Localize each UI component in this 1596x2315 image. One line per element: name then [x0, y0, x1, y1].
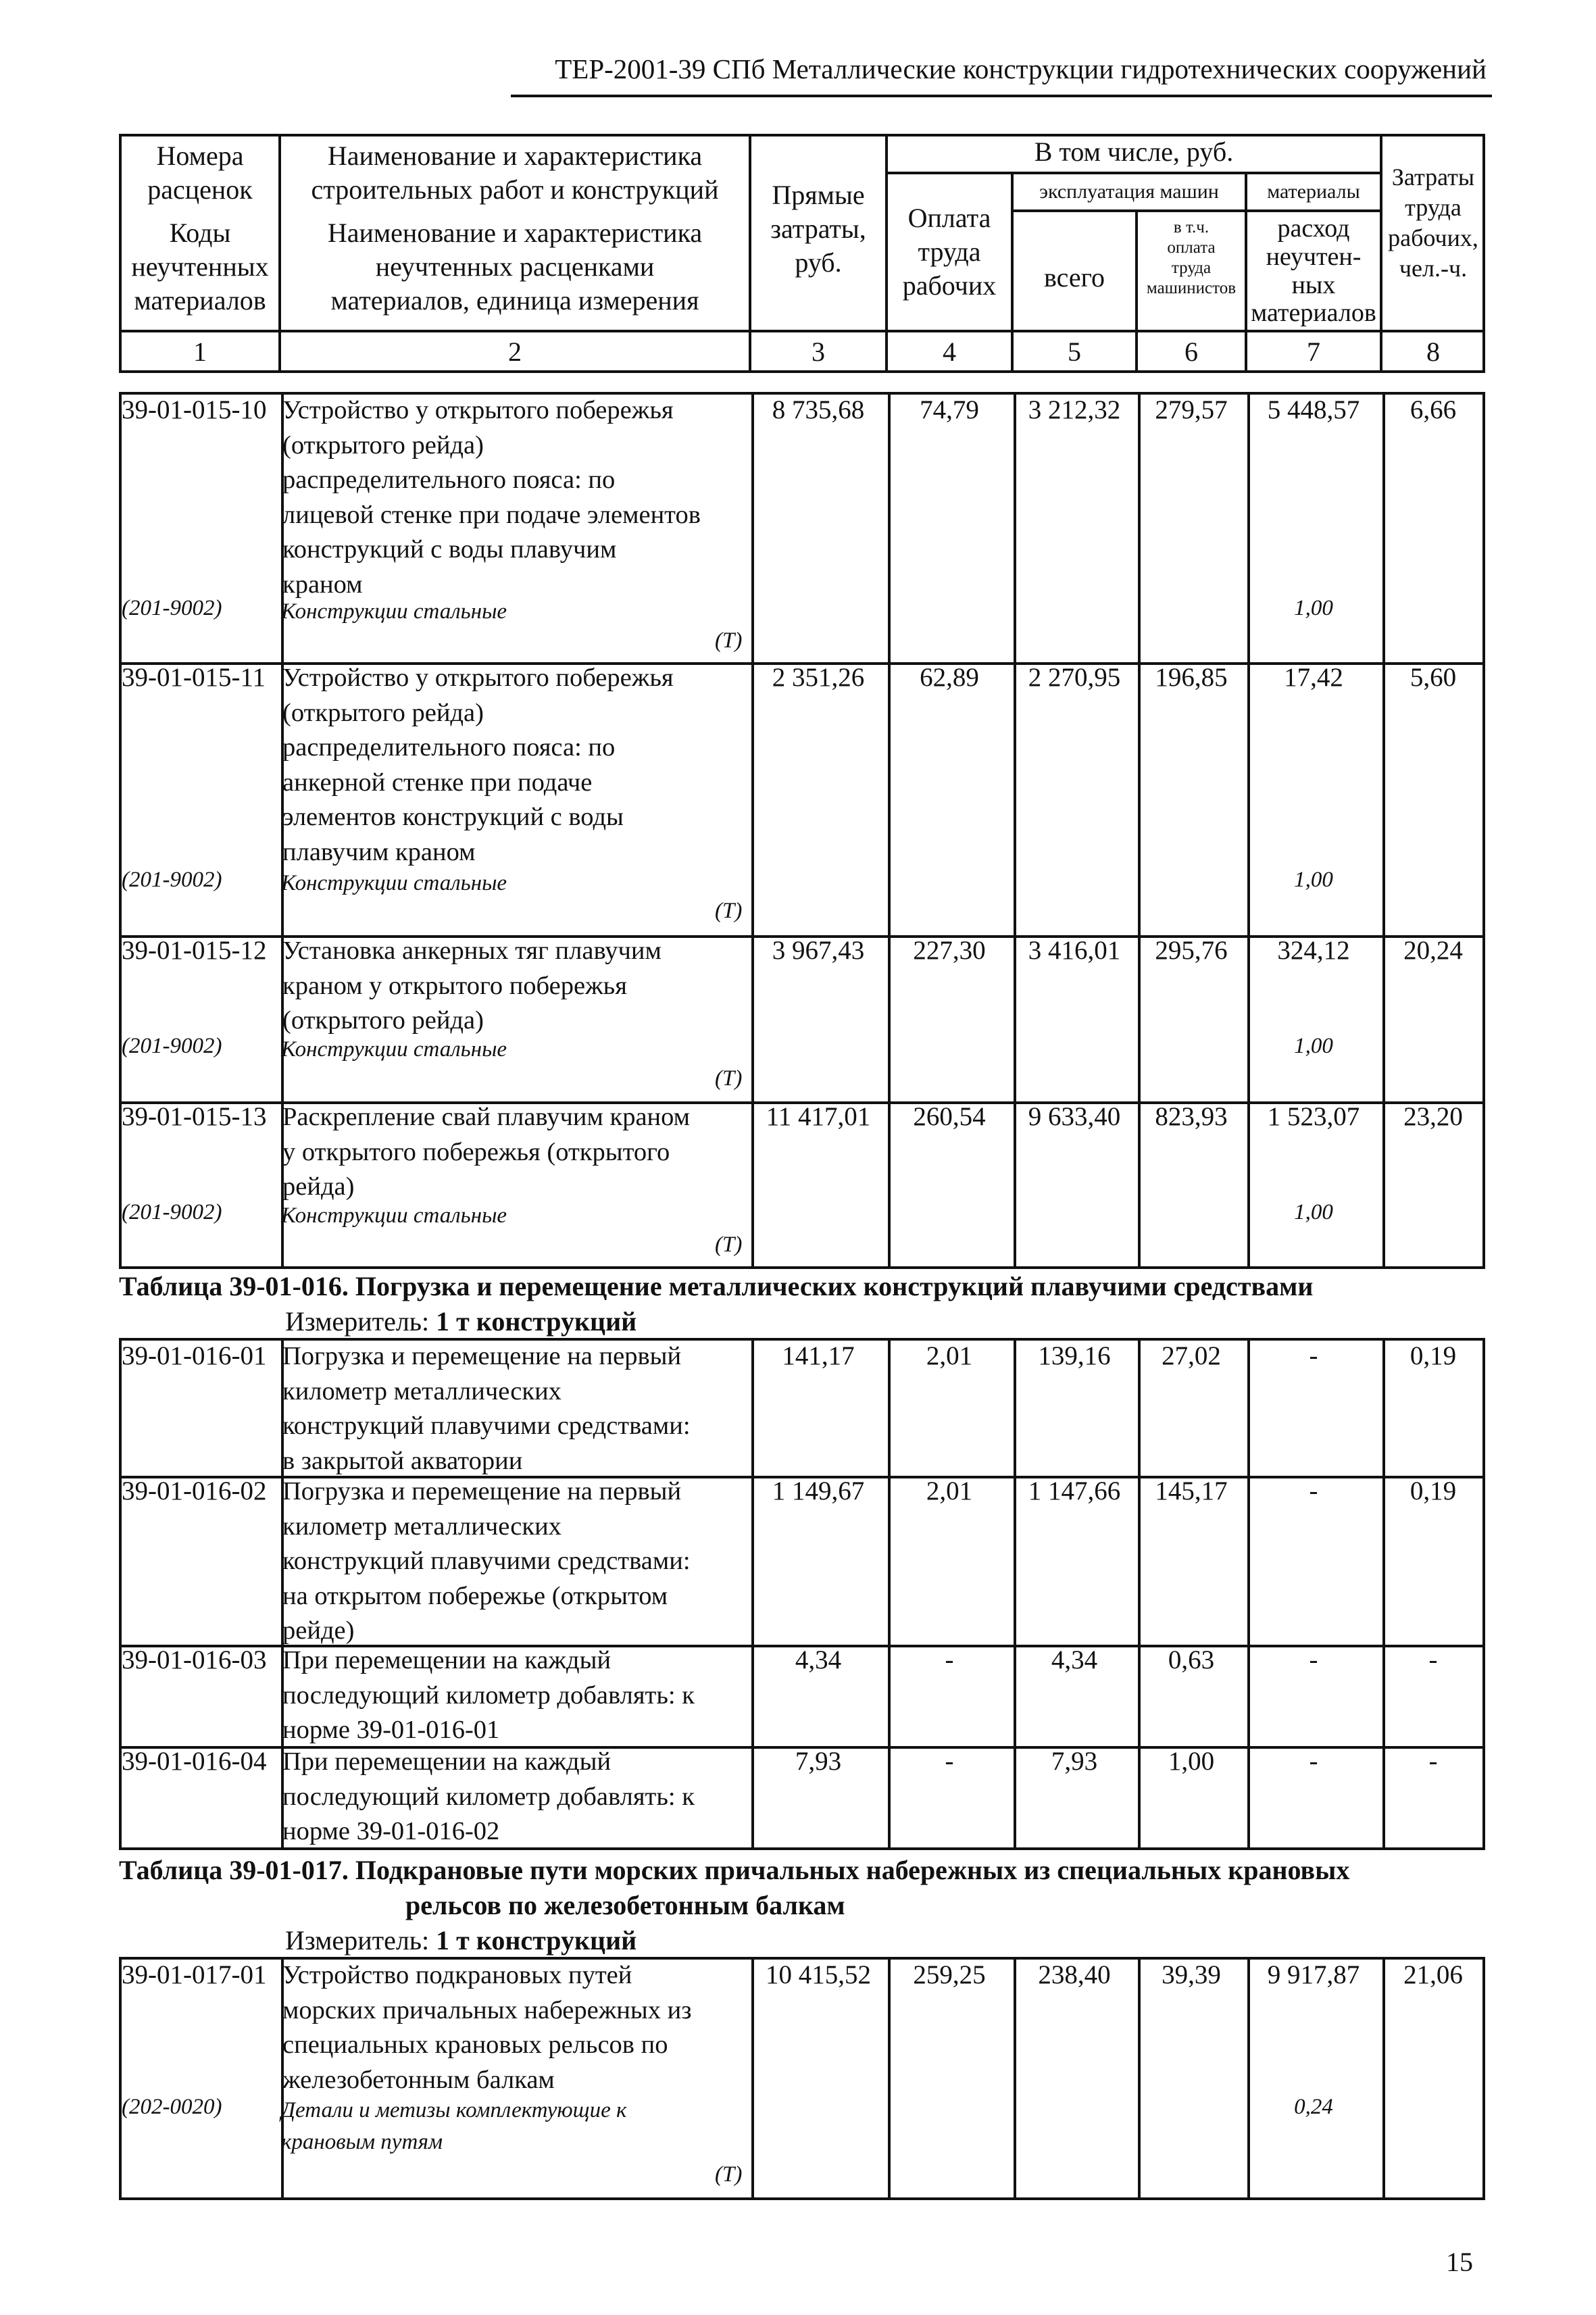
value-cell: -: [1309, 1476, 1318, 1505]
material-name: Конструкции стальные: [281, 1203, 507, 1228]
value-cell: 324,12: [1277, 936, 1350, 965]
header-c4: Оплата труда рабочих: [902, 203, 997, 301]
value-cell: 8 735,68: [772, 395, 865, 424]
col-num: 1: [193, 337, 207, 367]
unit-mark: (Т): [715, 1233, 743, 1257]
measure-value: 1 т конструкций: [436, 1925, 637, 1956]
col-num: 3: [812, 337, 825, 367]
header-divider: [1011, 209, 1381, 212]
col-divider: [1247, 1960, 1250, 2197]
material-code: (201-9002): [122, 868, 222, 892]
value-cell: 1 147,66: [1028, 1476, 1121, 1505]
work-description: При перемещении на каждый последующий километр добавлять: к норме 39-01-016-01: [282, 1646, 695, 1744]
header-c5: всего: [1043, 262, 1105, 293]
value-cell: 3 416,01: [1028, 936, 1121, 965]
work-description: Устройство у открытого побережья (открытого рейда) распределительного пояса: по лицевой стенке при подаче элементов конструкций с воды плавучим краном: [282, 396, 701, 599]
material-name: Конструкции стальные: [281, 1037, 507, 1062]
value-cell: -: [1428, 1645, 1438, 1674]
header-divider: [885, 172, 1381, 174]
material-code: (201-9002): [122, 1200, 222, 1224]
value-cell: 7,93: [795, 1747, 842, 1776]
value-cell: 145,17: [1155, 1476, 1228, 1505]
measure-value: 1 т конструкций: [436, 1306, 637, 1337]
table-017-caption-line1: Таблица 39-01-017. Подкрановые пути морских причальных набережных из специальных крановых: [119, 1855, 1350, 1885]
material-code: (201-9002): [122, 596, 222, 620]
table-016-caption: Таблица 39-01-016. Погрузка и перемещение металлических конструкций плавучими средствами: [119, 1271, 1314, 1301]
value-cell: 21,06: [1403, 1960, 1463, 1989]
header-divider: [119, 330, 1485, 332]
value-cell: 6,66: [1410, 395, 1457, 424]
col-num: 8: [1426, 337, 1440, 367]
value-cell: 279,57: [1155, 395, 1228, 424]
value-cell: 39,39: [1162, 1960, 1221, 1989]
header-c1b: Коды неучтенных материалов: [131, 218, 269, 316]
unit-mark: (Т): [715, 1066, 743, 1091]
material-code: (202-0020): [122, 2095, 222, 2119]
value-cell: 2 270,95: [1028, 663, 1121, 692]
value-cell: 0,63: [1168, 1645, 1215, 1674]
header-c2a: Наименование и характеристика строительных работ и конструкций: [311, 141, 719, 205]
col-num: 7: [1307, 337, 1320, 367]
material-name: Детали и метизы комплектующие к крановым путям: [281, 2098, 627, 2154]
value-cell: 1,00: [1168, 1747, 1215, 1776]
table-017-measure: [285, 1924, 637, 1956]
col-divider: [1138, 1960, 1141, 2197]
material-quantity: 1,00: [1294, 596, 1333, 620]
value-cell: 17,42: [1284, 663, 1343, 692]
material-quantity: 1,00: [1294, 868, 1333, 892]
col-divider: [1014, 395, 1016, 1266]
value-cell: 260,54: [913, 1102, 986, 1131]
value-cell: 2 351,26: [772, 663, 865, 692]
material-code: (201-9002): [122, 1034, 222, 1058]
col-divider: [888, 1960, 891, 2197]
value-cell: 62,89: [920, 663, 979, 692]
header-c3: Прямые затраты, руб.: [770, 180, 866, 278]
rate-code: 39-01-015-11: [122, 663, 266, 692]
value-cell: 7,93: [1051, 1747, 1098, 1776]
unit-mark: (Т): [715, 628, 743, 653]
value-cell: 23,20: [1403, 1102, 1463, 1131]
header-c6: в т.ч. оплата труда машинистов: [1146, 218, 1237, 297]
material-name: Конструкции стальные: [281, 871, 507, 895]
rate-code: 39-01-016-03: [122, 1645, 267, 1674]
value-cell: 11 417,01: [766, 1102, 871, 1131]
col-divider: [888, 395, 891, 1266]
value-cell: 295,76: [1155, 936, 1228, 965]
material-name: Конструкции стальные: [281, 599, 507, 624]
value-cell: 139,16: [1038, 1341, 1111, 1370]
col-num: 6: [1184, 337, 1198, 367]
header-c8: Затраты труда рабочих, чел.-ч.: [1388, 164, 1478, 282]
table-016-measure: [285, 1305, 637, 1337]
table-017-caption-line2: рельсов по железобетонным балкам: [405, 1890, 845, 1920]
page-number: 15: [1446, 2247, 1473, 2277]
value-cell: 4,34: [795, 1645, 842, 1674]
value-cell: 9 633,40: [1028, 1102, 1121, 1131]
unit-mark: (Т): [715, 899, 743, 923]
work-description: Погрузка и перемещение на первый километр металлических конструкций плавучими средствами: в закрытой акватории: [282, 1342, 691, 1475]
value-cell: 1 523,07: [1267, 1102, 1360, 1131]
work-description: Установка анкерных тяг плавучим краном у открытого побережья (открытого рейда): [282, 937, 662, 1035]
col-num: 5: [1068, 337, 1081, 367]
value-cell: 74,79: [920, 395, 979, 424]
material-quantity: 1,00: [1294, 1034, 1333, 1058]
value-cell: 2,01: [926, 1476, 973, 1505]
rate-code: 39-01-015-12: [122, 936, 267, 965]
value-cell: 0,19: [1410, 1476, 1457, 1505]
value-cell: 5,60: [1410, 663, 1457, 692]
value-cell: 227,30: [913, 936, 986, 965]
material-quantity: 1,00: [1294, 1200, 1333, 1224]
value-cell: 196,85: [1155, 663, 1228, 692]
value-cell: 3 212,32: [1028, 395, 1121, 424]
value-cell: 238,40: [1038, 1960, 1111, 1989]
value-cell: -: [1428, 1747, 1438, 1776]
col-divider: [1382, 395, 1385, 1266]
col-divider: [1014, 1960, 1016, 2197]
measure-label: Измеритель:: [285, 1925, 430, 1956]
value-cell: -: [1309, 1747, 1318, 1776]
value-cell: 27,02: [1162, 1341, 1221, 1370]
unit-mark: (Т): [715, 2162, 743, 2187]
measure-label: Измеритель:: [285, 1306, 430, 1337]
value-cell: 0,19: [1410, 1341, 1457, 1370]
rate-code: 39-01-017-01: [122, 1960, 267, 1989]
col-divider: [1138, 395, 1141, 1266]
rate-code: 39-01-016-04: [122, 1747, 267, 1776]
material-quantity: 0,24: [1294, 2095, 1333, 2119]
value-cell: 9 917,87: [1267, 1960, 1360, 1989]
value-cell: 5 448,57: [1267, 395, 1360, 424]
header-group: В том числе, руб.: [1034, 136, 1234, 167]
col-divider: [1247, 395, 1250, 1266]
value-cell: 4,34: [1051, 1645, 1098, 1674]
value-cell: 823,93: [1155, 1102, 1228, 1131]
col-num: 2: [508, 337, 522, 367]
value-cell: 3 967,43: [772, 936, 865, 965]
work-description: Раскрепление свай плавучим краном у открытого побережья (открытого рейда): [282, 1103, 691, 1201]
header-rule: [511, 95, 1492, 97]
header-machines: эксплуатация машин: [1039, 180, 1219, 203]
value-cell: -: [1309, 1341, 1318, 1370]
rate-code: 39-01-015-10: [122, 395, 267, 424]
work-description: Устройство подкрановых путей морских причальных набережных из специальных крановых рельсов по железобетонным балкам: [282, 1961, 692, 2094]
value-cell: 141,17: [782, 1341, 855, 1370]
header-c7: расход неучтен- ных материалов: [1251, 214, 1376, 328]
header-c1a: Номера расценок: [147, 141, 253, 205]
value-cell: -: [1309, 1645, 1318, 1674]
value-cell: 2,01: [926, 1341, 973, 1370]
running-header: ТЕР-2001-39 СПб Металлические конструкции гидротехнических сооружений: [555, 53, 1487, 84]
header-c2b: Наименование и характеристика неучтенных расценками материалов, единица измерения: [327, 218, 703, 316]
value-cell: 10 415,52: [766, 1960, 871, 1989]
value-cell: -: [945, 1645, 954, 1674]
value-cell: 259,25: [913, 1960, 986, 1989]
value-cell: 1 149,67: [772, 1476, 865, 1505]
header-materials: материалы: [1267, 180, 1360, 203]
col-divider: [1382, 1960, 1385, 2197]
value-cell: -: [945, 1747, 954, 1776]
rate-code: 39-01-016-01: [122, 1341, 267, 1370]
value-cell: 20,24: [1403, 936, 1463, 965]
rate-code: 39-01-015-13: [122, 1102, 267, 1131]
col-num: 4: [943, 337, 956, 367]
work-description: Погрузка и перемещение на первый километр металлических конструкций плавучими средствами: на открытом побережье (открытом рейде): [282, 1477, 691, 1645]
work-description: Устройство у открытого побережья (открытого рейда) распределительного пояса: по анкерной стенке при подаче элементов конструкций с воды плавучим краном: [282, 664, 674, 866]
rate-code: 39-01-016-02: [122, 1476, 267, 1505]
work-description: При перемещении на каждый последующий километр добавлять: к норме 39-01-016-02: [282, 1747, 695, 1845]
